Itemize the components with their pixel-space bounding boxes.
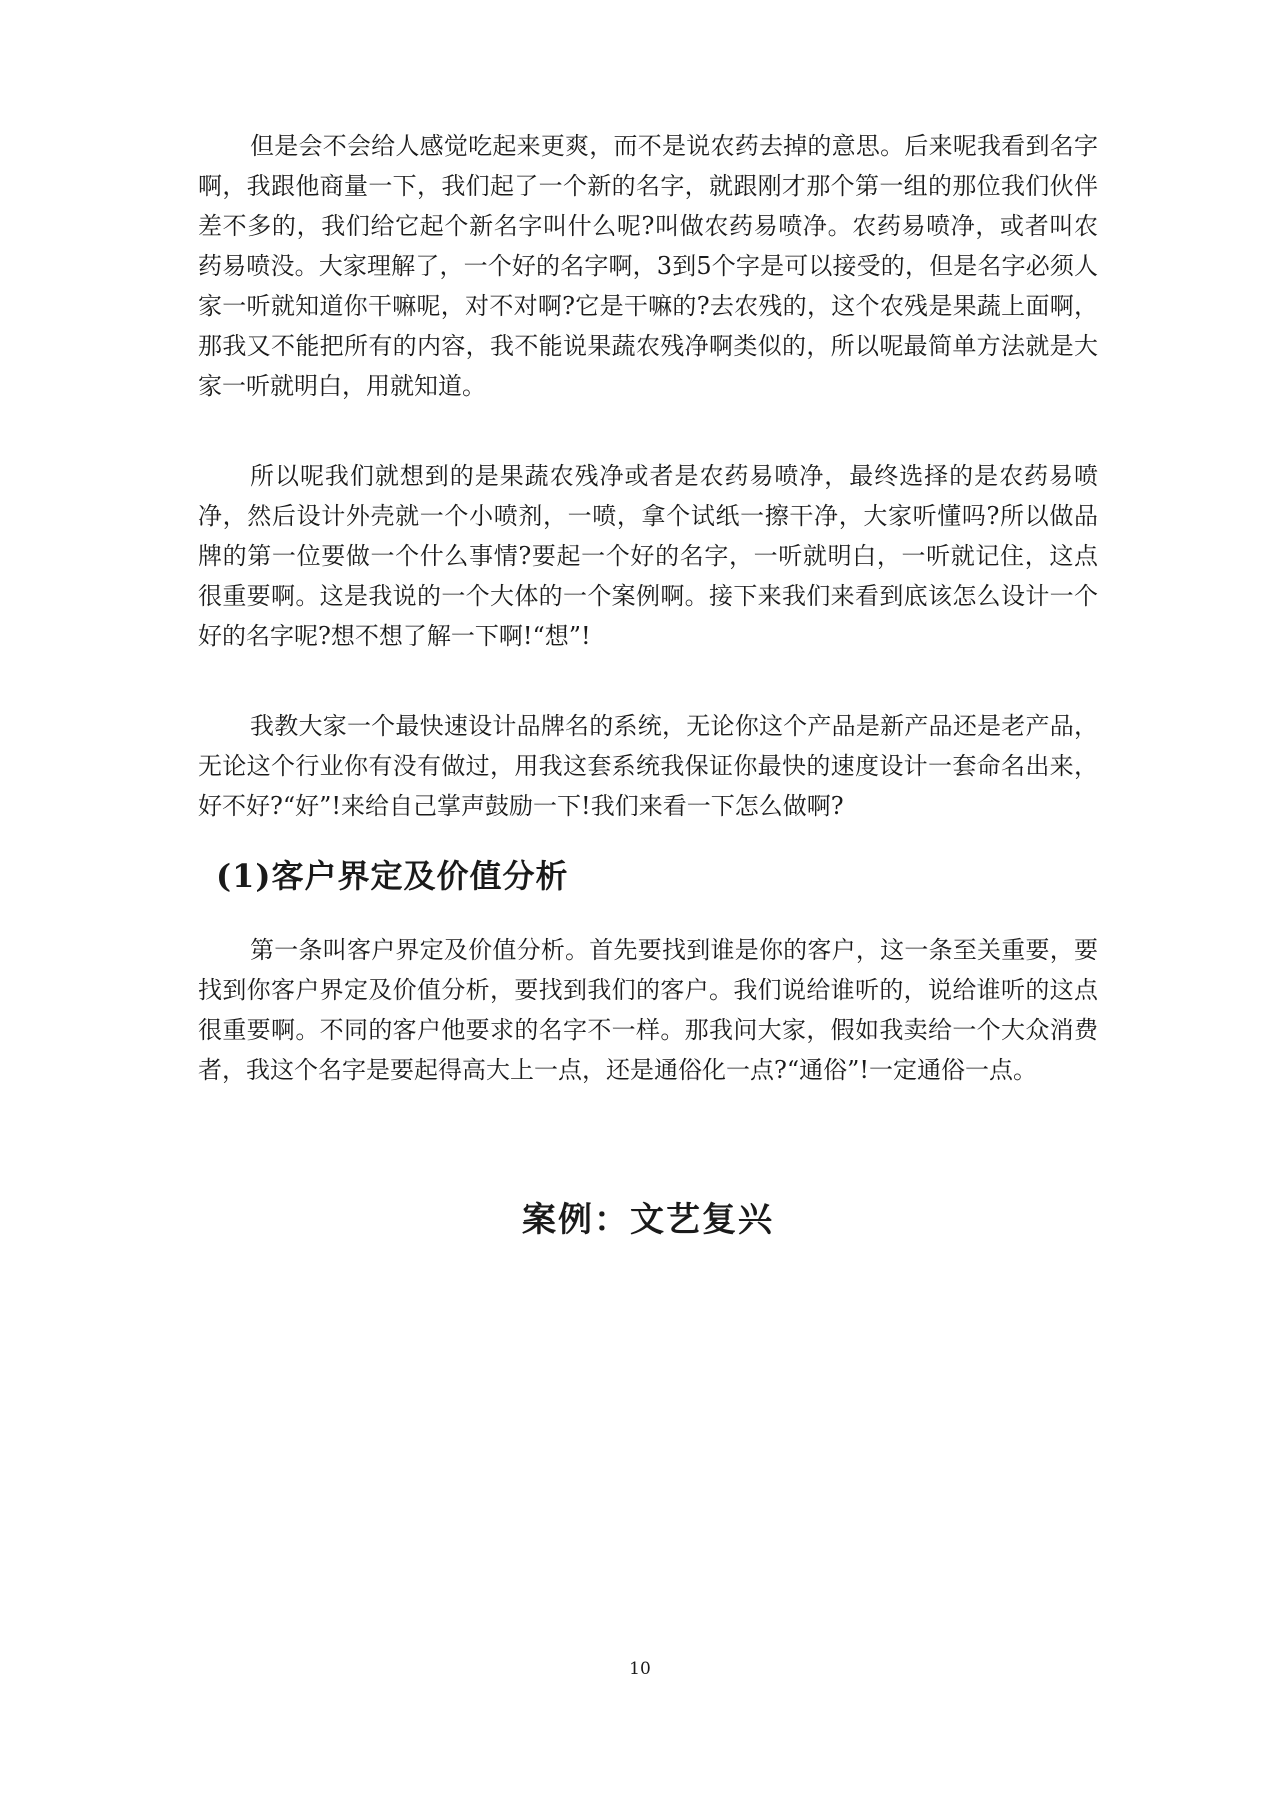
body-paragraph-3: 我教大家一个最快速设计品牌名的系统，无论你这个产品是新产品还是老产品，无论这个行业你有没有做过，用我这套系统我保证你最快的速度设计一套命名出来，好不好?“好”!来给自己掌声鼓励一下!我们来看一下怎么做啊? [198,712,1098,820]
page-number: 10 [629,1659,651,1679]
section-paragraph: 第一条叫客户界定及价值分析。首先要找到谁是你的客户，这一条至关重要，要找到你客户界定及价值分析，要找到我们的客户。我们说给谁听的，说给谁听的这点很重要啊。不同的客户他要求的名字不一样。那我问大家，假如我卖给一个大众消费者，我这个名字是要起得高大上一点，还是通俗化一点?“通俗”!一定通俗一点。 [198,936,1098,1084]
section-heading: (1)客户界定及价值分析 [216,857,569,895]
page-body [198,126,1098,1240]
case-title: 案例：文艺复兴 [522,1200,774,1240]
body-paragraph-1: 但是会不会给人感觉吃起来更爽，而不是说农药去掉的意思。后来呢我看到名字啊，我跟他商量一下，我们起了一个新的名字，就跟刚才那个第一组的那位我们伙伴差不多的，我们给它起个新名字叫什么呢?叫做农药易喷净。农药易喷净，或者叫农药易喷没。大家理解了，一个好的名字啊，3到5个字是可以接受的，但是名字必须人家一听就知道你干嘛呢，对不对啊?它是干嘛的?去农残的，这个农残是果蔬上面啊，那我又不能把所有的内容，我不能说果蔬农残净啊类似的，所以呢最简单方法就是大家一听就明白，用就知道。 [198,132,1098,400]
body-paragraph-2: 所以呢我们就想到的是果蔬农残净或者是农药易喷净，最终选择的是农药易喷净，然后设计外壳就一个小喷剂，一喷，拿个试纸一擦干净，大家听懂吗?所以做品牌的第一位要做一个什么事情?要起一个好的名字，一听就明白，一听就记住，这点很重要啊。这是我说的一个大体的一个案例啊。接下来我们来看到底该怎么设计一个好的名字呢?想不想了解一下啊!“想”! [198,462,1098,650]
